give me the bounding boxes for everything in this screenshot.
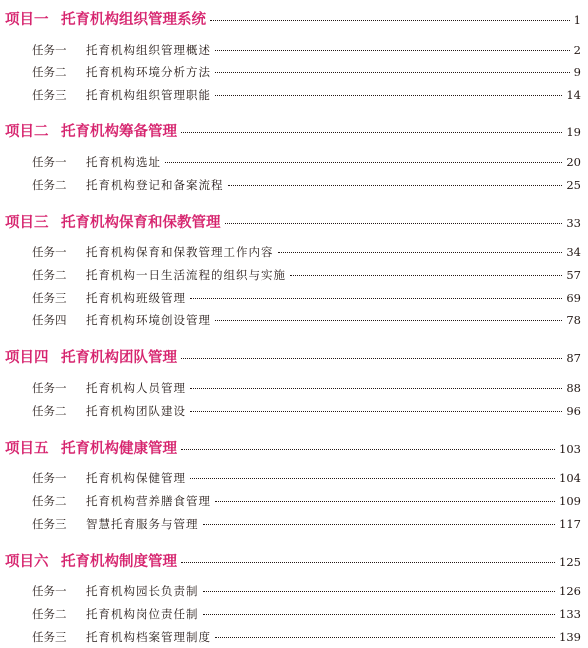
page-number: 2 bbox=[573, 43, 581, 57]
page-number: 139 bbox=[559, 630, 581, 644]
project-heading-row[interactable] bbox=[5, 211, 581, 233]
dot-leader bbox=[278, 252, 563, 253]
project-heading-row[interactable] bbox=[5, 550, 581, 572]
dot-leader bbox=[181, 562, 555, 563]
project-number: 项目四 bbox=[5, 350, 49, 366]
task-title: 托育机构保健管理 bbox=[86, 471, 186, 485]
dot-leader bbox=[203, 614, 556, 615]
task-row[interactable] bbox=[32, 380, 581, 398]
task-title: 托育机构园长负责制 bbox=[86, 584, 199, 598]
dot-leader bbox=[215, 72, 570, 73]
task-title: 托育机构档案管理制度 bbox=[86, 630, 211, 644]
task-title: 托育机构保育和保教管理工作内容 bbox=[86, 245, 274, 259]
project-number: 项目一 bbox=[5, 12, 49, 28]
project-title: 托育机构健康管理 bbox=[61, 441, 177, 457]
task-row[interactable] bbox=[32, 493, 581, 511]
task-number: 任务二 bbox=[32, 607, 67, 621]
page-number: 25 bbox=[566, 178, 581, 192]
task-number: 任务二 bbox=[32, 65, 67, 79]
task-row[interactable] bbox=[32, 244, 581, 262]
page-number: 9 bbox=[573, 65, 581, 79]
project-number: 项目三 bbox=[5, 215, 49, 231]
page-number: 117 bbox=[559, 517, 581, 531]
dot-leader bbox=[165, 162, 562, 163]
dot-leader bbox=[210, 20, 570, 21]
project-title: 托育机构制度管理 bbox=[61, 554, 177, 570]
dot-leader bbox=[190, 478, 555, 479]
task-title: 托育机构岗位责任制 bbox=[86, 607, 199, 621]
page-number: 125 bbox=[559, 555, 581, 569]
project-heading-row[interactable] bbox=[5, 346, 581, 368]
dot-leader bbox=[203, 591, 556, 592]
page-number: 33 bbox=[566, 216, 581, 230]
task-row[interactable] bbox=[32, 87, 581, 105]
page-number: 87 bbox=[566, 351, 581, 365]
dot-leader bbox=[181, 132, 562, 133]
page-number: 57 bbox=[566, 268, 581, 282]
task-row[interactable] bbox=[32, 583, 581, 601]
page-number: 14 bbox=[566, 88, 581, 102]
page-number: 133 bbox=[559, 607, 581, 621]
dot-leader bbox=[215, 637, 555, 638]
task-title: 托育机构班级管理 bbox=[86, 291, 186, 305]
dot-leader bbox=[215, 501, 555, 502]
project-title: 托育机构保育和保教管理 bbox=[61, 215, 221, 231]
task-row[interactable] bbox=[32, 64, 581, 82]
project-heading-row[interactable] bbox=[5, 8, 581, 30]
project-heading-row[interactable] bbox=[5, 437, 581, 459]
dot-leader bbox=[190, 388, 562, 389]
task-number: 任务一 bbox=[32, 471, 67, 485]
dot-leader bbox=[190, 298, 562, 299]
dot-leader bbox=[215, 95, 562, 96]
task-title: 托育机构营养膳食管理 bbox=[86, 494, 211, 508]
task-number: 任务四 bbox=[32, 313, 67, 327]
task-title: 托育机构环境创设管理 bbox=[86, 313, 211, 327]
task-row[interactable] bbox=[32, 312, 581, 330]
task-title: 托育机构团队建设 bbox=[86, 404, 186, 418]
dot-leader bbox=[225, 223, 563, 224]
task-number: 任务二 bbox=[32, 404, 67, 418]
task-row[interactable] bbox=[32, 403, 581, 421]
task-row[interactable] bbox=[32, 606, 581, 624]
dot-leader bbox=[215, 50, 570, 51]
page-number: 69 bbox=[566, 291, 581, 305]
dot-leader bbox=[215, 320, 562, 321]
page-number: 19 bbox=[566, 125, 581, 139]
task-row[interactable] bbox=[32, 154, 581, 172]
task-number: 任务一 bbox=[32, 584, 67, 598]
task-number: 任务一 bbox=[32, 43, 67, 57]
page-number: 78 bbox=[566, 313, 581, 327]
project-heading-row[interactable] bbox=[5, 120, 581, 142]
task-number: 任务三 bbox=[32, 88, 67, 102]
page-number: 88 bbox=[566, 381, 581, 395]
task-number: 任务三 bbox=[32, 517, 67, 531]
page-number: 104 bbox=[559, 471, 581, 485]
task-row[interactable] bbox=[32, 42, 581, 60]
task-title: 托育机构登记和备案流程 bbox=[86, 178, 224, 192]
task-number: 任务一 bbox=[32, 381, 67, 395]
dot-leader bbox=[228, 185, 563, 186]
task-row[interactable] bbox=[32, 629, 581, 647]
task-title: 托育机构环境分析方法 bbox=[86, 65, 211, 79]
project-number: 项目五 bbox=[5, 441, 49, 457]
task-row[interactable] bbox=[32, 267, 581, 285]
project-title: 托育机构组织管理系统 bbox=[61, 12, 206, 28]
task-number: 任务二 bbox=[32, 494, 67, 508]
task-title: 托育机构选址 bbox=[86, 155, 161, 169]
task-row[interactable] bbox=[32, 177, 581, 195]
dot-leader bbox=[190, 411, 562, 412]
task-row[interactable] bbox=[32, 470, 581, 488]
dot-leader bbox=[181, 449, 555, 450]
page-number: 20 bbox=[566, 155, 581, 169]
project-title: 托育机构筹备管理 bbox=[61, 124, 177, 140]
task-title: 托育机构一日生活流程的组织与实施 bbox=[86, 268, 286, 282]
task-number: 任务三 bbox=[32, 291, 67, 305]
page-number: 109 bbox=[559, 494, 581, 508]
page-number: 126 bbox=[559, 584, 581, 598]
page-number: 96 bbox=[566, 404, 581, 418]
dot-leader bbox=[203, 524, 556, 525]
task-number: 任务一 bbox=[32, 155, 67, 169]
task-number: 任务三 bbox=[32, 630, 67, 644]
task-number: 任务一 bbox=[32, 245, 67, 259]
task-title: 托育机构组织管理概述 bbox=[86, 43, 211, 57]
dot-leader bbox=[181, 358, 562, 359]
task-number: 任务二 bbox=[32, 268, 67, 282]
task-title: 托育机构组织管理职能 bbox=[86, 88, 211, 102]
dot-leader bbox=[290, 275, 562, 276]
task-row[interactable] bbox=[32, 290, 581, 308]
page-number: 103 bbox=[559, 442, 581, 456]
project-number: 项目六 bbox=[5, 554, 49, 570]
task-row[interactable] bbox=[32, 516, 581, 534]
task-number: 任务二 bbox=[32, 178, 67, 192]
page-number: 34 bbox=[566, 245, 581, 259]
task-title: 智慧托育服务与管理 bbox=[86, 517, 199, 531]
project-number: 项目二 bbox=[5, 124, 49, 140]
page-number: 1 bbox=[573, 13, 581, 27]
task-title: 托育机构人员管理 bbox=[86, 381, 186, 395]
project-title: 托育机构团队管理 bbox=[61, 350, 177, 366]
